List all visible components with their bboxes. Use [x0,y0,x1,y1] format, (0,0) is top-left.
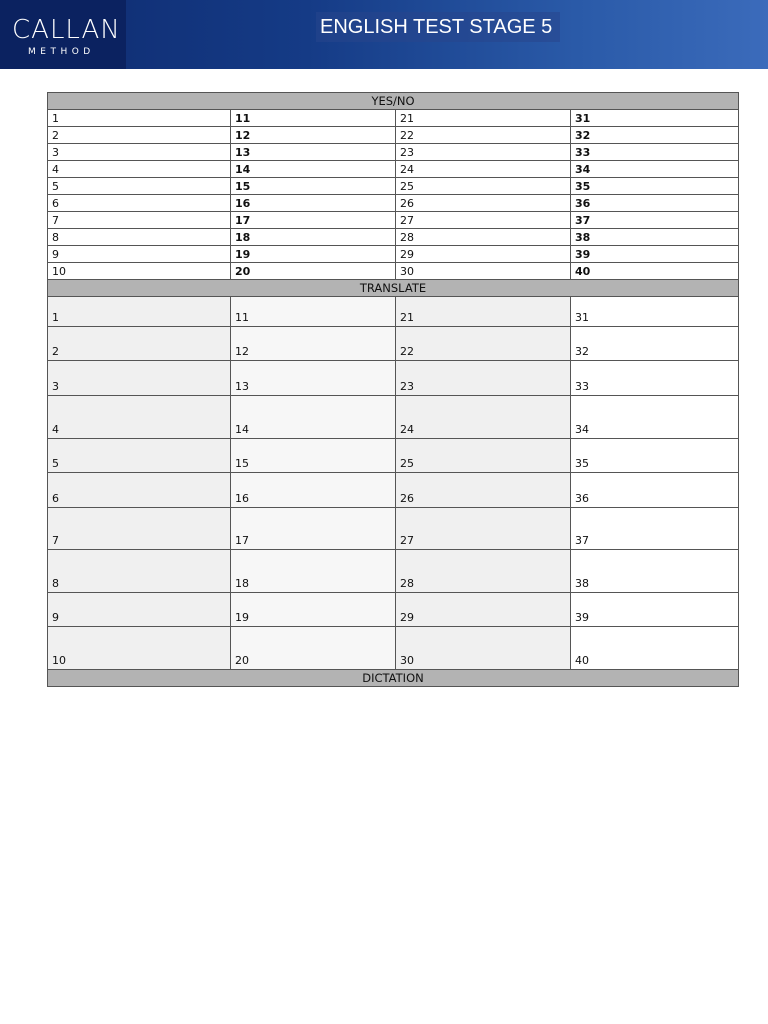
answer-cell[interactable]: 24 [396,161,571,178]
answer-cell[interactable]: 9 [48,593,231,627]
table-row [48,263,739,280]
answer-cell[interactable]: 2 [48,127,231,144]
answer-cell[interactable]: 24 [396,396,571,439]
section-header-translate [48,280,739,297]
answer-cell[interactable]: 35 [571,439,739,473]
answer-cell[interactable]: 9 [48,246,231,263]
answer-cell[interactable]: 12 [231,127,396,144]
table-row [48,550,739,593]
answer-cell[interactable]: 37 [571,508,739,550]
answer-cell[interactable]: 22 [396,327,571,361]
answer-cell[interactable]: 38 [571,229,739,246]
answer-cell[interactable]: 16 [231,195,396,212]
answer-cell[interactable]: 4 [48,161,231,178]
answer-cell[interactable]: 25 [396,178,571,195]
answer-cell[interactable]: 26 [396,195,571,212]
answer-cell[interactable]: 5 [48,439,231,473]
section-title: TRANSLATE [48,280,739,297]
answer-cell[interactable]: 5 [48,178,231,195]
answer-cell[interactable]: 12 [231,327,396,361]
answer-cell[interactable]: 30 [396,627,571,670]
table-row [48,627,739,670]
logo-wordmark: CALLAN [12,15,121,45]
answer-cell[interactable]: 10 [48,263,231,280]
answer-cell[interactable]: 13 [231,361,396,396]
answer-cell[interactable]: 7 [48,508,231,550]
answer-cell[interactable]: 39 [571,593,739,627]
answer-cell[interactable]: 6 [48,195,231,212]
answer-cell[interactable]: 7 [48,212,231,229]
answer-cell[interactable]: 15 [231,439,396,473]
table-row [48,229,739,246]
answer-cell[interactable]: 36 [571,195,739,212]
table-row [48,212,739,229]
answer-cell[interactable]: 20 [231,263,396,280]
answer-cell[interactable]: 11 [231,297,396,327]
answer-cell[interactable]: 33 [571,361,739,396]
answer-cell[interactable]: 18 [231,550,396,593]
answer-cell[interactable]: 22 [396,127,571,144]
answer-cell[interactable]: 1 [48,110,231,127]
answer-cell[interactable]: 36 [571,473,739,508]
answer-cell[interactable]: 33 [571,144,739,161]
section-header-dictation [48,670,739,687]
answer-cell[interactable]: 40 [571,263,739,280]
page-title: ENGLISH TEST STAGE 5 [316,12,560,42]
answer-cell[interactable]: 15 [231,178,396,195]
logo [0,0,126,69]
answer-cell[interactable]: 27 [396,508,571,550]
answer-sheet-table [47,92,739,687]
table-row [48,246,739,263]
table-row [48,473,739,508]
table-row [48,144,739,161]
answer-cell[interactable]: 31 [571,297,739,327]
table-row [48,297,739,327]
answer-cell[interactable]: 39 [571,246,739,263]
answer-cell[interactable]: 13 [231,144,396,161]
answer-cell[interactable]: 16 [231,473,396,508]
answer-cell[interactable]: 21 [396,297,571,327]
answer-cell[interactable]: 32 [571,327,739,361]
answer-cell[interactable]: 34 [571,396,739,439]
answer-cell[interactable]: 25 [396,439,571,473]
answer-cell[interactable]: 23 [396,144,571,161]
answer-cell[interactable]: 26 [396,473,571,508]
answer-cell[interactable]: 34 [571,161,739,178]
answer-cell[interactable]: 31 [571,110,739,127]
answer-cell[interactable]: 17 [231,508,396,550]
answer-cell[interactable]: 1 [48,297,231,327]
answer-cell[interactable]: 11 [231,110,396,127]
table-row [48,396,739,439]
table-row [48,110,739,127]
table-row [48,178,739,195]
answer-cell[interactable]: 6 [48,473,231,508]
table-row [48,327,739,361]
section-title: DICTATION [48,670,739,687]
answer-cell[interactable]: 19 [231,246,396,263]
answer-cell[interactable]: 27 [396,212,571,229]
answer-cell[interactable]: 8 [48,550,231,593]
section-header-yes-no [48,93,739,110]
answer-cell[interactable]: 19 [231,593,396,627]
answer-cell[interactable]: 29 [396,246,571,263]
answer-cell[interactable]: 10 [48,627,231,670]
answer-cell[interactable]: 17 [231,212,396,229]
answer-cell[interactable]: 21 [396,110,571,127]
answer-cell[interactable]: 4 [48,396,231,439]
table-row [48,361,739,396]
table-row [48,593,739,627]
header-banner [0,0,768,69]
table-row [48,195,739,212]
table-row [48,508,739,550]
table-row [48,127,739,144]
answer-cell[interactable]: 2 [48,327,231,361]
answer-cell[interactable]: 32 [571,127,739,144]
table-row [48,161,739,178]
answer-cell[interactable]: 3 [48,361,231,396]
answer-cell[interactable]: 14 [231,396,396,439]
table-row [48,439,739,473]
answer-cell[interactable]: 28 [396,550,571,593]
answer-cell[interactable]: 14 [231,161,396,178]
answer-cell[interactable]: 37 [571,212,739,229]
answer-cell[interactable]: 38 [571,550,739,593]
answer-cell[interactable]: 23 [396,361,571,396]
answer-cell[interactable]: 28 [396,229,571,246]
answer-cell[interactable]: 8 [48,229,231,246]
answer-cell[interactable]: 29 [396,593,571,627]
section-title: YES/NO [48,93,739,110]
answer-cell[interactable]: 30 [396,263,571,280]
answer-cell[interactable]: 40 [571,627,739,670]
answer-cell[interactable]: 3 [48,144,231,161]
answer-cell[interactable]: 20 [231,627,396,670]
answer-cell[interactable]: 18 [231,229,396,246]
answer-cell[interactable]: 35 [571,178,739,195]
logo-subtitle: METHOD [28,47,95,57]
